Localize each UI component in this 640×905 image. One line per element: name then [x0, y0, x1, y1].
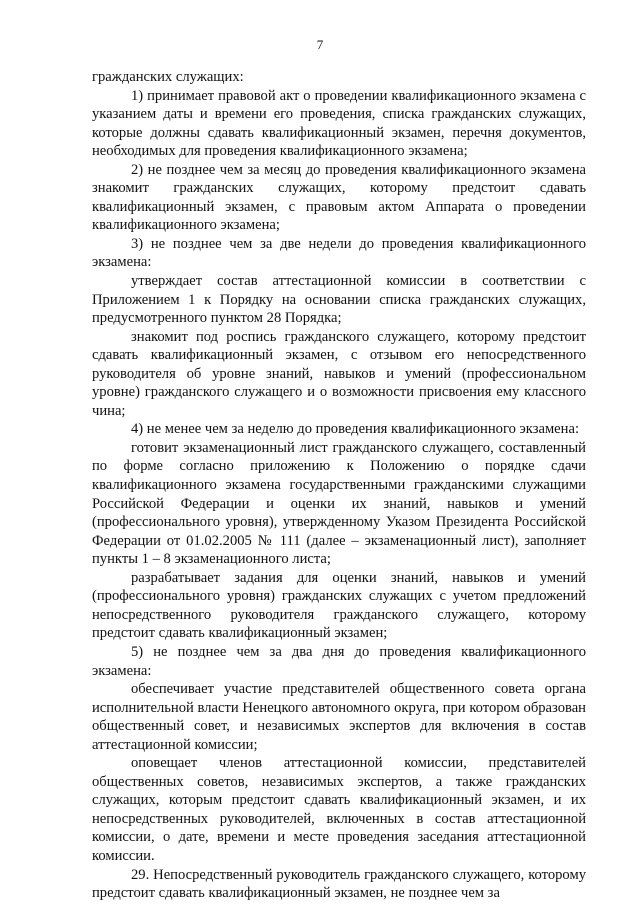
paragraph: оповещает членов аттестационной комиссии, представителей общественных советов, независимых экспертов, а также гражданских служащих, которым предстоит сдавать квалификационный экзамен, и их непосредственных руководителей, включенных в состав аттестационной комиссии, о дате, времени и месте проведения заседания аттестационной комиссии.	[92, 755, 586, 864]
paragraph: 2) не позднее чем за месяц до проведения квалификационного экзамена знакомит гражданских служащих, которому предстоит сдавать квалификационный экзамен, с правовым актом Аппарата о проведении квалификационного экзамена;	[92, 161, 586, 234]
paragraph: гражданских служащих:	[92, 69, 244, 85]
paragraph: 3) не позднее чем за две недели до проведения квалификационного экзамена:	[92, 235, 586, 271]
document-body	[92, 68, 586, 903]
paragraph: знакомит под роспись гражданского служащего, которому предстоит сдавать квалификационный экзамен, с отзывом его непосредственного руководителя об уровне знаний, навыков и умений (профессиональном уровне) гражданского служащего и о возможности присвоения ему классного чина;	[92, 328, 586, 419]
paragraph: обеспечивает участие представителей общественного совета органа исполнительной власти Ненецкого автономного округа, при котором образован общественный совет, и независимых экспертов для включения в состав аттестационной комиссии;	[92, 681, 586, 753]
paragraph: 29. Непосредственный руководитель гражданского служащего, которому предстоит сдавать квалификационный экзамен, не позднее чем за	[92, 866, 586, 902]
paragraph: 5) не позднее чем за два дня до проведения квалификационного экзамена:	[92, 643, 586, 679]
paragraph: готовит экзаменационный лист гражданского служащего, составленный по форме согласно приложению к Положению о порядке сдачи квалификационного экзамена государственными гражданскими служащими Российской Федерации и оценки их знаний, навыков и умений (профессионального уровня), утвержденному Указом Президента Российской Федерации от 01.02.2005 № 111 (далее – экзаменационный лист), заполняет пункты 1 – 8 экзаменационного листа;	[92, 439, 586, 568]
paragraph: 1) принимает правовой акт о проведении квалификационного экзамена с указанием даты и времени его проведения, списка гражданских служащих, которые должны сдавать квалификационный экзамен, перечня документов, необходимых для проведения квалификационного экзамена;	[92, 87, 586, 160]
paragraph: утверждает состав аттестационной комиссии в соответствии с Приложением 1 к Порядку на основании списка гражданских служащих, предусмотренного пунктом 28 Порядка;	[92, 273, 586, 327]
paragraph: 4) не менее чем за неделю до проведения квалификационного экзамена:	[131, 421, 579, 438]
page-number: 7	[316, 37, 324, 52]
paragraph: разрабатывает задания для оценки знаний, навыков и умений (профессионального уровня) гражданских служащих с учетом предложений непосредственного руководителя гражданского служащего, которому предстоит сдавать квалификационный экзамен;	[92, 569, 586, 642]
